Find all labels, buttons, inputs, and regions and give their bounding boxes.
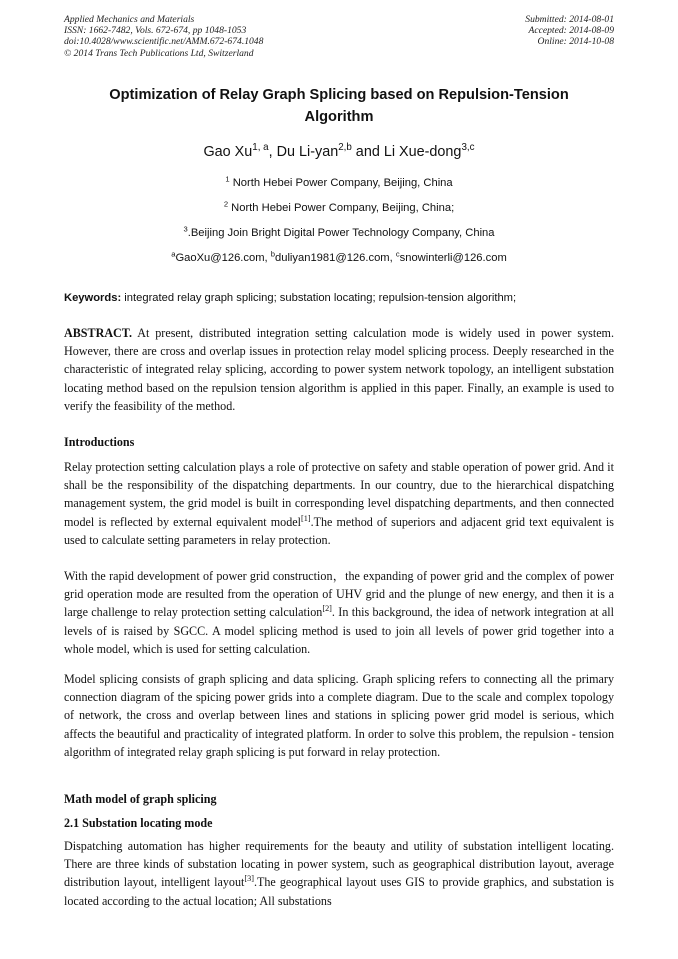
copyright-line: © 2014 Trans Tech Publications Ltd, Switzerland <box>64 47 254 59</box>
citation: [1] <box>300 513 311 523</box>
affiliation-mark: 2 <box>223 199 229 209</box>
section-heading: Introductions <box>64 435 135 449</box>
citation: [3] <box>244 874 254 884</box>
paper-title <box>64 84 614 128</box>
subsection-heading: 2.1 Substation locating mode <box>64 816 213 830</box>
author-affiliation-mark: 2,b <box>338 142 352 154</box>
abstract <box>64 324 614 415</box>
affiliation-text: North Hebei Power Company, Beijing, China; <box>228 202 455 214</box>
author-name: Du Li-yan <box>276 144 339 160</box>
email-mark: c <box>395 249 400 259</box>
paragraph-text: Relay protection setting calculation plays a role of protective on safety and stable operation of power grid. And it shall be the responsibility of the dispatching departments. In our country, due to the hierarchical dispatching management system, the grid model is built in corresponding level dispatching departments, and then connected model is reflected by external equivalent model <box>64 460 614 529</box>
journal-name: Applied Mechanics and Materials <box>64 14 195 25</box>
keywords-label: Keywords: <box>64 292 122 304</box>
submitted-date: Submitted: 2014-08-01 <box>525 14 614 25</box>
affiliation <box>64 201 614 215</box>
abstract-text: At present, distributed integration setting calculation mode is widely used in power system. However, there are cross and overlap issues in protection relay model splicing process. Deeply researched in the characteristic of integrated relay splicing, according to power system network topology, an intelligent substation locating method based on the repulsion tension algorithm is applied in this paper. Finally, an example is used to verify the feasibility of the method. <box>64 326 614 413</box>
issn-line: ISSN: 1662-7482, Vols. 672-674, pp 1048-1053 <box>64 25 247 37</box>
email-address: duliyan1981@126.com, <box>275 252 396 264</box>
author-list <box>64 142 614 162</box>
section-heading: Math model of graph splicing <box>64 792 217 806</box>
accepted-date: Accepted: 2014-08-09 <box>528 25 614 37</box>
affiliation <box>64 176 614 190</box>
author-emails <box>64 251 614 265</box>
author-separator: and <box>351 144 384 160</box>
body-paragraph <box>64 567 614 658</box>
email-mark: a <box>171 249 176 259</box>
title-line-2: Algorithm <box>304 109 374 125</box>
paragraph-text: .The method of superiors and adjacent grid text equivalent is used to calculate setting parameters in relay protection. <box>64 514 614 547</box>
affiliation-text: .Beijing Join Bright Digital Power Technology Company, China <box>187 227 495 239</box>
body-paragraph <box>64 837 614 910</box>
title-line-1: Optimization of Relay Graph Splicing based on Repulsion-Tension <box>109 87 569 103</box>
author-affiliation-mark: 1, a <box>252 142 269 154</box>
author-name: Li Xue-dong <box>383 144 462 160</box>
abstract-label: ABSTRACT. <box>64 326 132 340</box>
body-paragraph: Model splicing consists of graph splicing and data splicing. Graph splicing refers to connecting all the primary connection diagram of the spicing power grids into a complete diagram. Due to the scale and complex topology of network, the cross and overlap between lines and stations in splicing power grid model is serious, which affects the beautiful and practicality of integrated platform. In order to solve this problem, the repulsion - tension algorithm of integrated relay graph splicing is put forward in relay protection. <box>64 672 614 759</box>
paragraph-text: .The geographical layout uses GIS to provide graphics, and substation is located according to the actual location; All substations <box>64 875 614 908</box>
email-mark: b <box>270 249 275 259</box>
citation: [2] <box>322 604 332 614</box>
keywords-text: integrated relay graph splicing; substation locating; repulsion-tension algorithm; <box>121 292 517 304</box>
online-date: Online: 2014-10-08 <box>537 36 614 48</box>
paragraph-text: Dispatching automation has higher requirements for the beauty and utility of substation intelligent locating. There are three kinds of substation locating in power system, such as geographical distribution layout, average distribution layout, intelligent layout <box>64 839 614 890</box>
submission-dates <box>525 14 614 48</box>
paragraph-text: . In this background, the idea of network integration at all levels of is raised by SGCC. A model splicing method is used to join all levels of power grid together into a whole model, which is used for setting calculation. <box>64 605 614 656</box>
author-affiliation-mark: 3,c <box>461 142 475 154</box>
author-name: Gao Xu <box>203 144 253 160</box>
journal-info <box>64 14 263 59</box>
paragraph-text: With the rapid development of power grid construction，the expanding of power grid and the complex of power grid operation mode are resulted from the operation of UHV grid and the plunge of new energy, and then it is a large challenge to relay protection setting calculation <box>64 569 614 620</box>
doi-line: doi:10.4028/www.scientific.net/AMM.672-674.1048 <box>64 36 264 48</box>
email-address: GaoXu@126.com, <box>175 252 271 264</box>
email-address: snowinterli@126.com <box>399 252 507 264</box>
affiliation-mark: 3 <box>183 224 188 234</box>
author-separator: , <box>268 144 277 160</box>
affiliation <box>64 226 614 240</box>
body-paragraph <box>64 458 614 549</box>
affiliation-text: North Hebei Power Company, Beijing, China <box>229 177 453 189</box>
keywords <box>64 291 614 305</box>
affiliation-mark: 1 <box>225 174 230 184</box>
